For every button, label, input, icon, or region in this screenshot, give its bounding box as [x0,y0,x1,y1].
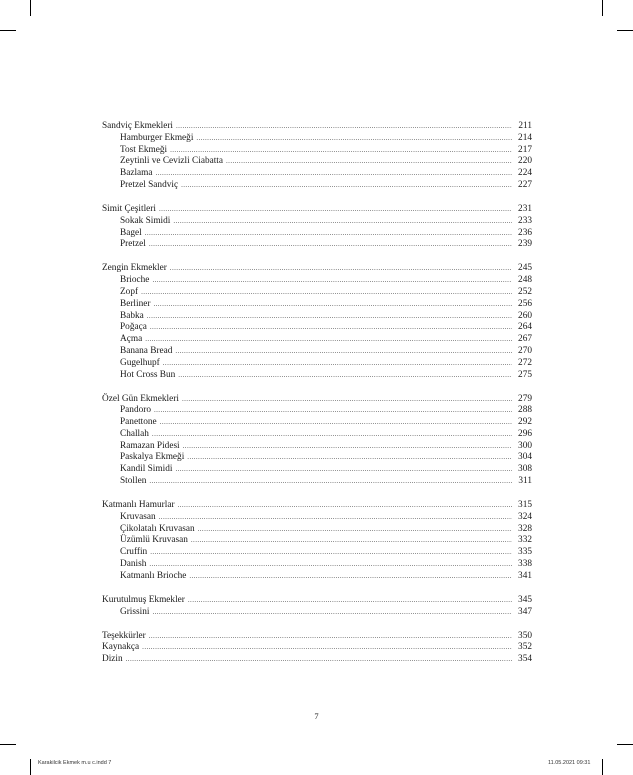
dot-leader [191,535,512,547]
toc-section [102,121,532,192]
toc-entry-title: Hot Cross Bun [120,369,176,380]
dot-leader [159,512,512,524]
toc-entry-title: Berliner [120,298,151,309]
toc-entry-title: Babka [120,310,144,321]
toc-section [102,263,532,381]
dot-leader [159,204,512,216]
toc-entry-title: Kandil Simidi [120,464,173,475]
toc-section-heading [102,642,532,654]
toc-entry-title: Panettone [120,417,157,428]
toc-page-number: 264 [518,322,532,333]
dot-leader [175,464,512,476]
toc-entry-title: Özel Gün Ekmekleri [102,393,179,404]
toc-page-number: 256 [518,298,532,309]
toc-entry [102,429,532,441]
slug-file-name: Karakilcik Ekmek m.u c.indd 7 [38,760,112,766]
crop-mark [30,0,31,16]
toc-page-number: 300 [518,440,532,451]
toc-section [102,654,532,666]
toc-page-number: 296 [518,428,532,439]
toc-page-number: 233 [518,215,532,226]
toc-section-heading [102,654,532,666]
toc-page-number: 332 [518,535,532,546]
toc-entry [102,559,532,571]
dot-leader [176,121,512,133]
toc-entry [102,311,532,323]
toc-section-heading [102,500,532,512]
crop-mark [617,30,633,31]
toc-page-number: 354 [518,654,532,665]
crop-mark [0,30,16,31]
toc-entry-title: Paskalya Ekmeği [120,452,185,463]
dot-leader [153,299,512,311]
dot-leader [189,571,512,583]
toc-section [102,631,532,643]
toc-entry [102,464,532,476]
dot-leader [173,216,512,228]
dot-leader [156,168,512,180]
toc-entry [102,299,532,311]
toc-entry-title: Sandviç Ekmekleri [102,121,173,131]
crop-mark [30,759,31,775]
toc-entry-title: Tost Ekmeği [120,144,168,155]
toc-page-number: 350 [518,630,532,641]
dot-leader [163,358,512,370]
toc-page-number: 347 [518,606,532,617]
toc-page-number: 220 [518,156,532,167]
toc-entry [102,524,532,536]
toc-entry-title: Pretzel Sandviç [120,179,179,190]
toc-page-number: 279 [518,393,532,404]
dot-leader [181,180,512,192]
toc-page-number: 260 [518,310,532,321]
toc-entry [102,228,532,240]
toc-entry [102,287,532,299]
toc-entry [102,476,532,488]
toc-section [102,642,532,654]
toc-entry-title: Zengin Ekmekler [102,263,167,274]
toc-entry-title: Sokak Simidi [120,215,171,226]
crop-mark [602,0,603,16]
toc-entry [102,535,532,547]
toc-entry [102,547,532,559]
toc-entry [102,334,532,346]
dot-leader [154,405,512,417]
toc-page-number: 288 [518,405,532,416]
toc-entry [102,133,532,145]
crop-mark [602,759,603,775]
toc-entry [102,145,532,157]
toc-entry-title: Challah [120,428,149,439]
toc-entry-title: Zopf [120,286,139,297]
dot-leader [147,311,512,323]
toc-entry [102,358,532,370]
toc-entry [102,405,532,417]
toc-page-number: 267 [518,334,532,345]
toc-entry-title: Gugelhupf [120,357,160,368]
dot-leader [160,417,512,429]
table-of-contents [102,121,532,678]
dot-leader [126,654,512,666]
toc-page-number: 352 [518,642,532,653]
toc-entry-title: Banana Bread [120,345,173,356]
toc-page-number: 345 [518,594,532,605]
toc-page-number: 211 [518,121,532,131]
toc-page-number: 324 [518,511,532,522]
toc-section-heading [102,263,532,275]
crop-mark [617,744,633,745]
crop-mark [0,744,16,745]
toc-section [102,500,532,583]
toc-entry-title: Açma [120,334,143,345]
dot-leader [187,452,512,464]
toc-section-heading [102,121,532,133]
toc-entry [102,239,532,251]
toc-page-number: 335 [518,547,532,558]
toc-section [102,394,532,488]
toc-page-number: 328 [518,523,532,534]
dot-leader [175,346,512,358]
toc-entry [102,571,532,583]
toc-entry-title: Danish [120,559,147,570]
toc-entry-title: Poğaça [120,322,147,333]
toc-page-number: 214 [518,132,532,143]
toc-page-number: 217 [518,144,532,155]
toc-page-number: 292 [518,417,532,428]
toc-entry-title: Cruffin [120,547,148,558]
toc-page-number: 308 [518,464,532,475]
toc-entry-title: Dizin [102,654,123,665]
toc-entry [102,156,532,168]
toc-entry [102,452,532,464]
toc-entry-title: Katmanlı Brioche [120,570,187,581]
dot-leader [178,500,512,512]
toc-entry [102,216,532,228]
toc-section [102,595,532,619]
toc-entry [102,512,532,524]
dot-leader [145,228,512,240]
toc-page-number: 338 [518,559,532,570]
toc-entry-title: Çikolatalı Kruvasan [120,523,195,534]
toc-page-number: 270 [518,345,532,356]
toc-entry-title: Stollen [120,476,147,487]
toc-entry-title: Bagel [120,227,142,238]
dot-leader [142,642,512,654]
dot-leader [196,133,512,145]
toc-section [102,204,532,251]
toc-entry [102,275,532,287]
dot-leader [178,370,512,382]
toc-section-heading [102,595,532,607]
toc-entry-title: Kaynakça [102,642,140,653]
toc-entry-title: Grissini [120,606,150,617]
dot-leader [150,322,512,334]
toc-page-number: 311 [518,476,532,487]
toc-page-number: 239 [518,239,532,250]
dot-leader [141,287,512,299]
toc-page-number: 231 [518,203,532,214]
toc-entry-title: Üzümlü Kruvasan [120,535,188,546]
dot-leader [145,334,512,346]
toc-entry-title: Simit Çeşitleri [102,203,156,214]
toc-entry [102,346,532,358]
toc-page-number: 224 [518,168,532,179]
toc-entry-title: Katmanlı Hamurlar [102,500,175,511]
toc-entry [102,441,532,453]
toc-entry-title: Teşekkürler [102,630,146,641]
toc-page-number: 272 [518,357,532,368]
toc-page-number: 341 [518,570,532,581]
toc-entry [102,417,532,429]
toc-entry [102,607,532,619]
dot-leader [150,547,512,559]
toc-entry-title: Bazlama [120,168,153,179]
toc-entry-title: Kruvasan [120,511,156,522]
toc-entry-title: Zeytinli ve Cevizli Ciabatta [120,156,224,167]
slug-date: 11.05.2021 09:31 [548,760,591,766]
dot-leader [198,524,512,536]
toc-section-heading [102,631,532,643]
toc-page-number: 245 [518,263,532,274]
toc-entry-title: Ramazan Pidesi [120,440,180,451]
toc-entry [102,322,532,334]
toc-section-heading [102,204,532,216]
toc-page-number: 275 [518,369,532,380]
toc-entry [102,180,532,192]
toc-entry [102,168,532,180]
toc-entry-title: Brioche [120,275,150,286]
dot-leader [226,156,512,168]
dot-leader [170,145,512,157]
dot-leader [149,559,512,571]
toc-page-number: 248 [518,275,532,286]
page-number: 7 [314,711,319,721]
toc-entry-title: Pandoro [120,405,151,416]
dot-leader [152,275,512,287]
toc-page-number: 315 [518,500,532,511]
dot-leader [152,429,512,441]
toc-page-number: 227 [518,179,532,190]
dot-leader [149,631,512,643]
dot-leader [149,239,512,251]
toc-page-number: 304 [518,452,532,463]
dot-leader [182,394,512,406]
toc-entry-title: Hamburger Ekmeği [120,132,194,143]
toc-entry-title: Pretzel [120,239,146,250]
dot-leader [152,607,512,619]
toc-page-number: 252 [518,286,532,297]
dot-leader [170,263,512,275]
toc-section-heading [102,394,532,406]
toc-entry [102,370,532,382]
dot-leader [149,476,512,488]
toc-entry-title: Kurutulmuş Ekmekler [102,594,185,605]
dot-leader [183,441,512,453]
toc-page-number: 236 [518,227,532,238]
dot-leader [188,595,512,607]
